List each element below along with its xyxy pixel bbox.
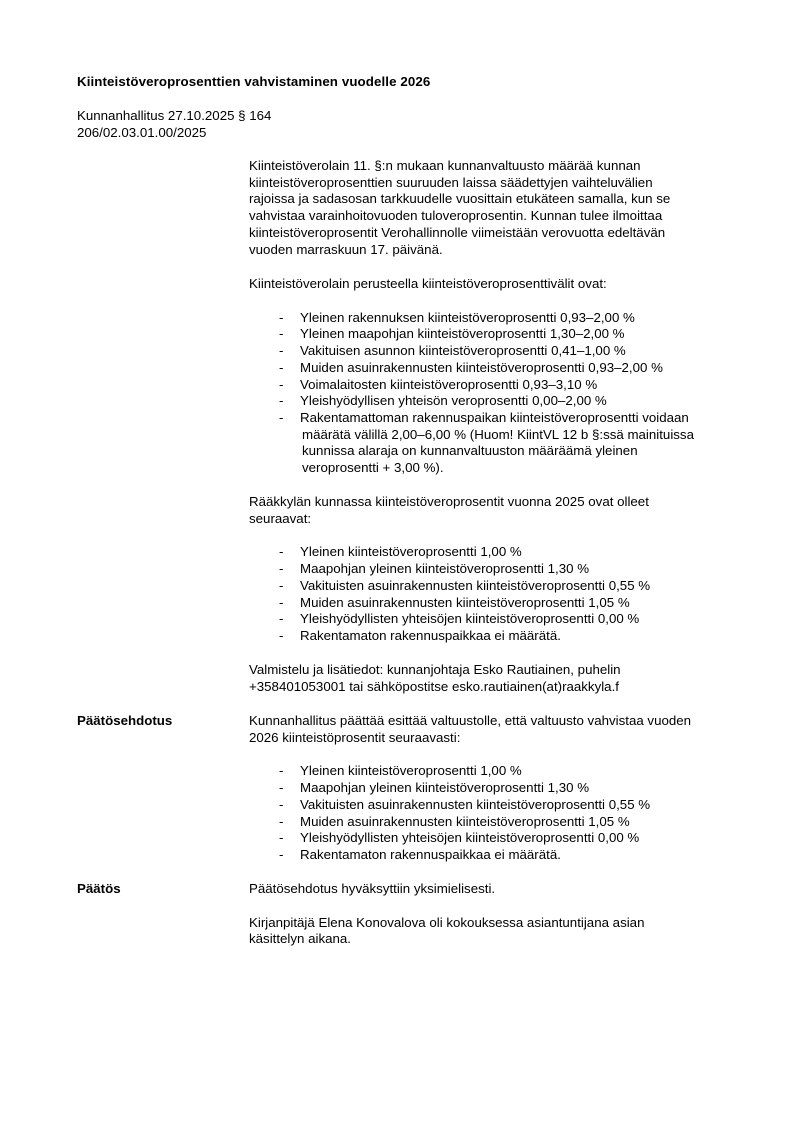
current-rates-list	[249, 544, 729, 644]
list-item	[249, 310, 729, 327]
list-item-text: Muiden asuinrakennusten kiinteistöveroprosentti 0,93–2,00 %	[300, 359, 663, 375]
ranges-section	[249, 276, 729, 477]
proposal-line: Kunnanhallitus päättää esittää valtuustolle, että valtuusto vahvistaa vuoden	[249, 713, 692, 728]
list-item	[249, 611, 729, 628]
list-item-text: Yleinen rakennuksen kiinteistöveroprosentti 0,93–2,00 %	[300, 309, 635, 325]
proposal-label: Päätösehdotus	[77, 713, 173, 728]
list-item	[249, 830, 729, 847]
dash-bullet: -	[279, 780, 284, 796]
meeting-line: Kunnanhallitus 27.10.2025 § 164	[77, 108, 272, 123]
list-item	[249, 410, 729, 477]
list-item	[249, 797, 729, 814]
list-item	[249, 780, 729, 797]
intro-line: Kiinteistöverolain 11. §:n mukaan kunnanvaltuusto määrää kunnan	[249, 158, 641, 173]
list-item	[249, 595, 729, 612]
list-item	[249, 544, 729, 561]
list-item-text: Vakituisten asuinrakennusten kiinteistöveroprosentti 0,55 %	[300, 577, 651, 593]
list-item	[249, 343, 729, 360]
dash-bullet: -	[279, 309, 284, 325]
contact-line: Valmistelu ja lisätiedot: kunnanjohtaja Esko Rautiainen, puhelin	[249, 662, 621, 677]
intro-line: kiinteistöveroprosenttien suuruuden laissa säädettyjen vaihteluvälien	[249, 174, 653, 190]
list-item	[249, 393, 729, 410]
intro-line: rajoissa ja sadasosan tarkkuudelle vuosittain etukäteen samalla, kun se	[249, 191, 671, 207]
list-item	[249, 377, 729, 394]
list-item-text: Yleishyödyllisen yhteisön veroprosentti 0,00–2,00 %	[300, 393, 607, 409]
list-item-text: Vakituisen asunnon kiinteistöveroprosentti 0,41–1,00 %	[300, 343, 626, 359]
dash-bullet: -	[279, 796, 284, 812]
dash-bullet: -	[279, 813, 284, 829]
proposal-rates-list	[249, 763, 729, 863]
list-item	[249, 814, 729, 831]
ranges-heading: Kiinteistöverolain perusteella kiinteistöveroprosenttivälit ovat:	[249, 276, 607, 291]
intro-line: kiinteistöveroprosentit Verohallinnolle viimeistään verovuotta edeltävän	[249, 224, 666, 240]
decision-body	[249, 881, 729, 948]
dash-bullet: -	[279, 594, 284, 610]
list-item-text: Rakentamattoman rakennuspaikan kiinteistöveroprosentti voidaan	[300, 409, 689, 425]
intro-line: vuoden marraskuun 17. päivänä.	[249, 241, 443, 257]
dash-bullet: -	[279, 409, 284, 425]
document-title: Kiinteistöveroprosenttien vahvistaminen vuodelle 2026	[77, 74, 431, 89]
list-item	[249, 847, 729, 864]
intro-line: vahvistaa varainhoitovuoden tuloveroprosentin. Kunnan tulee ilmoittaa	[249, 208, 663, 224]
list-item-text: Vakituisten asuinrakennusten kiinteistöveroprosentti 0,55 %	[300, 796, 651, 812]
list-item	[249, 561, 729, 578]
dash-bullet: -	[279, 359, 284, 375]
list-item-text: Muiden asuinrakennusten kiinteistöveroprosentti 1,05 %	[300, 813, 630, 829]
list-item-continuation: määrätä välillä 2,00–6,00 % (Huom! KiintVL 12 b §:ssä mainituissa	[302, 426, 694, 442]
list-item	[249, 578, 729, 595]
list-item	[249, 763, 729, 780]
current-rates-section	[249, 494, 729, 645]
dash-bullet: -	[279, 830, 284, 846]
decision-note-line: käsittelyn aikana.	[249, 931, 351, 947]
list-item-continuation: veroprosentti + 3,00 %).	[302, 460, 444, 476]
current-heading-line: Rääkkylän kunnassa kiinteistöveroprosentit vuonna 2025 ovat olleet	[249, 494, 649, 509]
list-item-text: Yleinen maapohjan kiinteistöveroprosentti 1,30–2,00 %	[300, 326, 625, 342]
dash-bullet: -	[279, 846, 284, 862]
document-meta	[77, 108, 271, 141]
proposal-line: 2026 kiinteistöprosentit seuraavasti:	[249, 729, 461, 745]
list-item-text: Yleishyödyllisten yhteisöjen kiinteistöveroprosentti 0,00 %	[300, 611, 640, 627]
list-item-text: Rakentamaton rakennuspaikkaa ei määrätä.	[300, 846, 561, 862]
dash-bullet: -	[279, 763, 284, 779]
dash-bullet: -	[279, 343, 284, 359]
list-item-text: Yleinen kiinteistöveroprosentti 1,00 %	[300, 763, 522, 779]
dash-bullet: -	[279, 561, 284, 577]
list-item-text: Muiden asuinrakennusten kiinteistöveroprosentti 1,05 %	[300, 594, 630, 610]
list-item-text: Yleishyödyllisten yhteisöjen kiinteistöveroprosentti 0,00 %	[300, 830, 640, 846]
dash-bullet: -	[279, 544, 284, 560]
intro-paragraph	[249, 158, 729, 258]
list-item-text: Maapohjan yleinen kiinteistöveroprosentti 1,30 %	[300, 780, 590, 796]
list-item	[249, 360, 729, 377]
list-item-text: Maapohjan yleinen kiinteistöveroprosentti 1,30 %	[300, 561, 590, 577]
dash-bullet: -	[279, 627, 284, 643]
list-item-text: Voimalaitosten kiinteistöveroprosentti 0,93–3,10 %	[300, 376, 598, 392]
dash-bullet: -	[279, 611, 284, 627]
list-item-text: Rakentamaton rakennuspaikkaa ei määrätä.	[300, 627, 561, 643]
ranges-list	[249, 310, 729, 477]
contact-line: +358401053001 tai sähköpostitse esko.rautiainen(at)raakkyla.f	[249, 678, 619, 694]
decision-note-line: Kirjanpitäjä Elena Konovalova oli kokouksessa asiantuntijana asian	[249, 914, 645, 930]
dash-bullet: -	[279, 326, 284, 342]
dash-bullet: -	[279, 376, 284, 392]
dash-bullet: -	[279, 393, 284, 409]
list-item	[249, 628, 729, 645]
list-item	[249, 326, 729, 343]
list-item-text: Yleinen kiinteistöveroprosentti 1,00 %	[300, 544, 522, 560]
current-heading-line: seuraavat:	[249, 510, 312, 526]
dash-bullet: -	[279, 577, 284, 593]
decision-label: Päätös	[77, 881, 121, 896]
decision-text: Päätösehdotus hyväksyttiin yksimielisesti.	[249, 881, 496, 896]
list-item-continuation: kunnissa alaraja on kunnanvaltuuston määräämä yleinen	[302, 443, 638, 459]
record-number: 206/02.03.01.00/2025	[77, 124, 207, 140]
proposal-body	[249, 713, 729, 864]
contact-info	[249, 662, 729, 695]
